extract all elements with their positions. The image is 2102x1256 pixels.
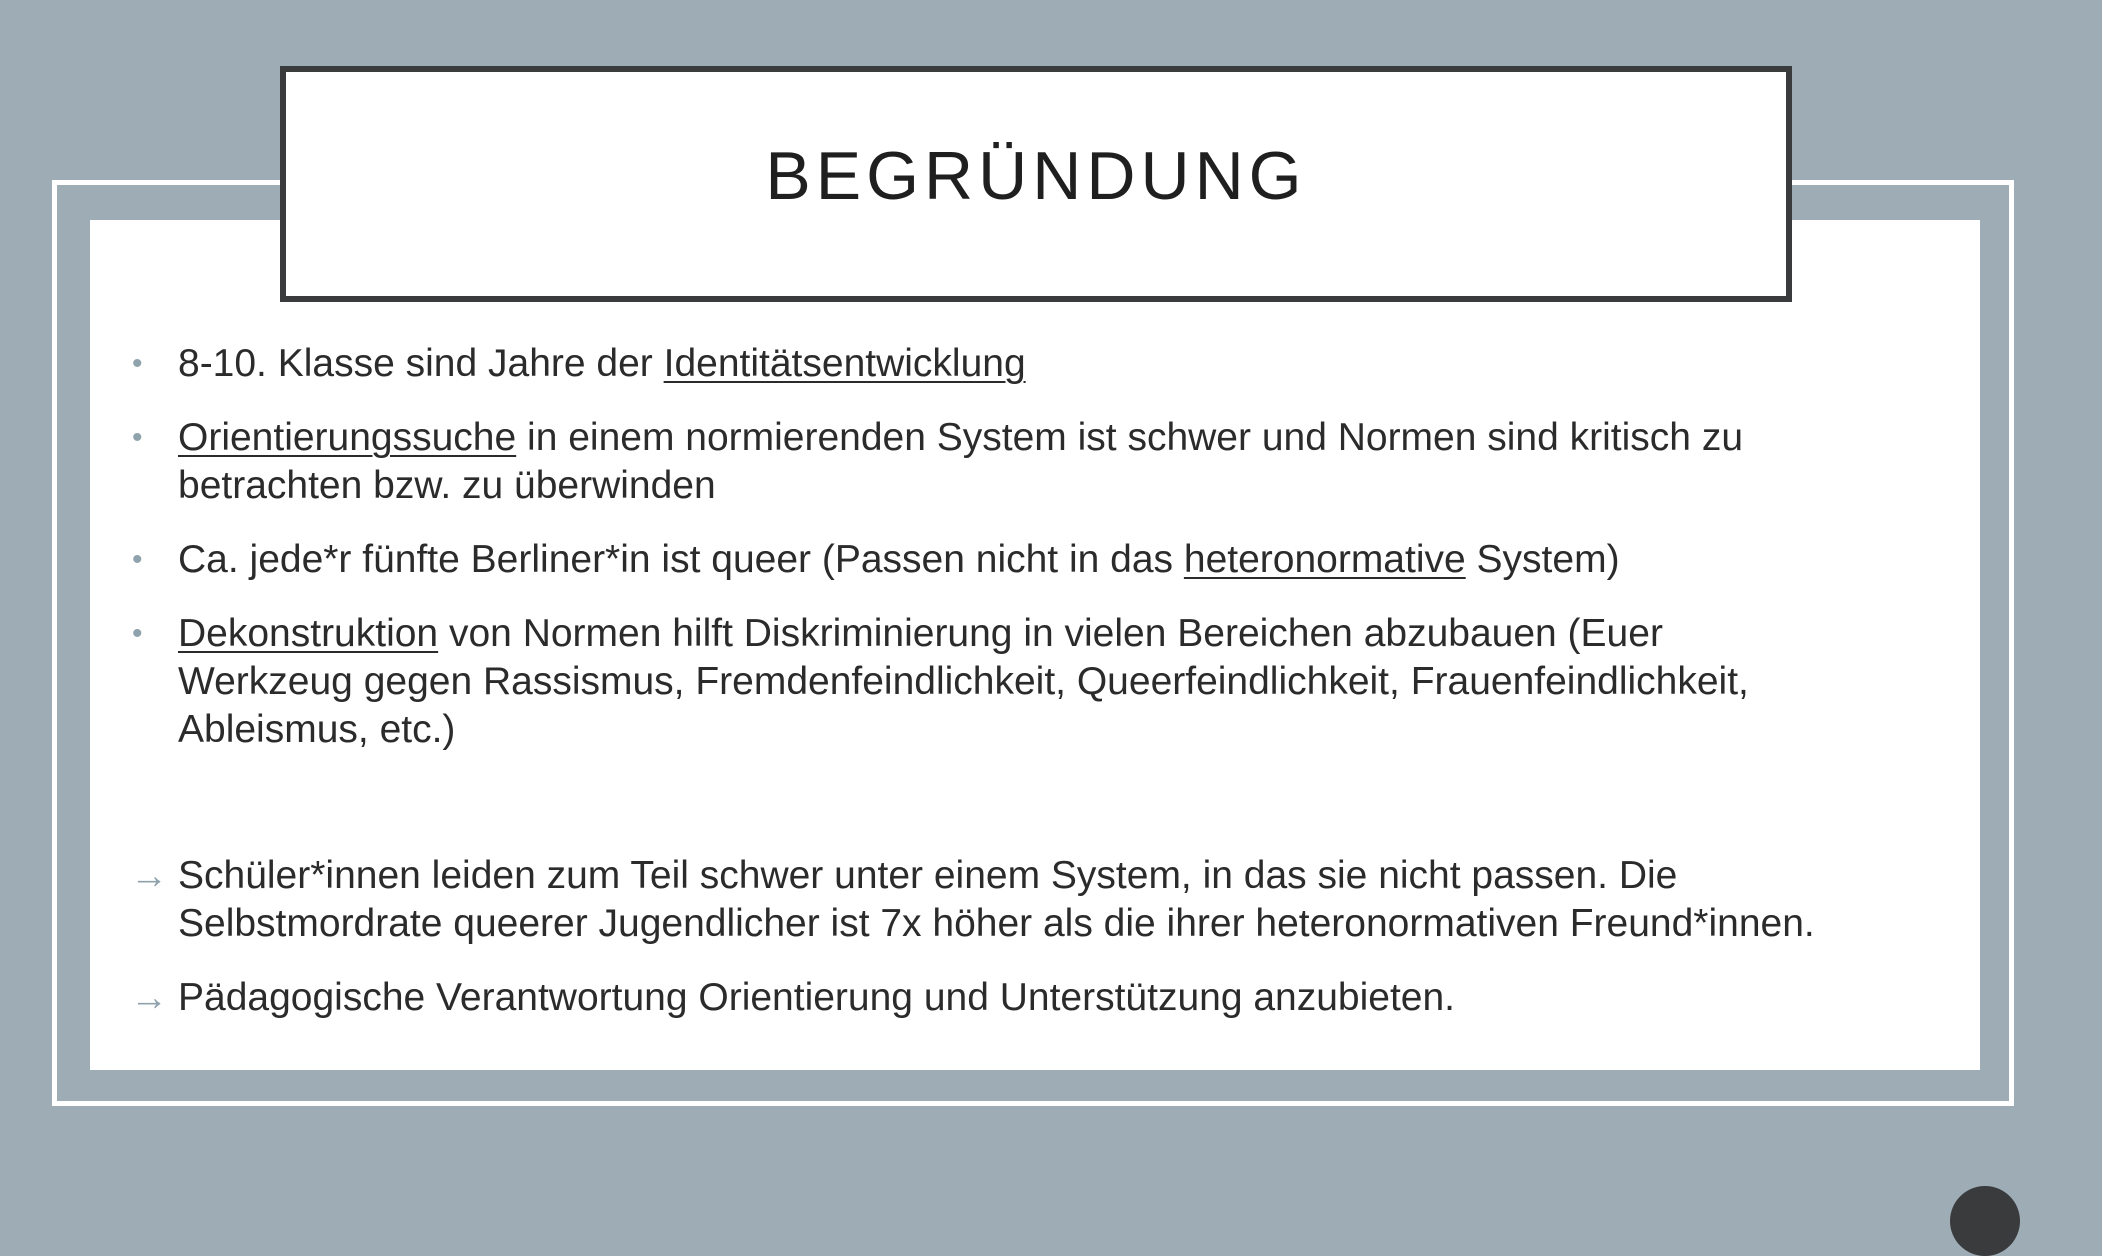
bullet-item-4 bbox=[130, 610, 1970, 754]
bullet-item-2 bbox=[130, 414, 1970, 510]
bullet-icon: • bbox=[132, 617, 143, 650]
conclusion-item-2 bbox=[130, 974, 1970, 1022]
bullet-4-text: von Normen hilft Diskriminierung in vielen Bereichen abzubauen (Euer bbox=[438, 612, 1663, 655]
title-box bbox=[280, 66, 1792, 302]
conclusion-1-line-2: Selbstmordrate queerer Jugendlicher ist 7x höher als die ihrer heteronormativen Freund*innen. bbox=[178, 902, 1815, 945]
slide-title: BEGRÜNDUNG bbox=[765, 138, 1307, 214]
bullet-4-text-cont: Werkzeug gegen Rassismus, Fremdenfeindlichkeit, Queerfeindlichkeit, Frauenfeindlichkeit, bbox=[178, 660, 1749, 703]
bullet-2-text-cont: betrachten bzw. zu überwinden bbox=[178, 464, 716, 507]
underlined-term: Dekonstruktion bbox=[178, 612, 439, 655]
underlined-term: Identitätsentwicklung bbox=[663, 342, 1026, 385]
slide-body bbox=[130, 340, 1970, 1022]
bullet-4-text-end: Ableismus, etc.) bbox=[178, 708, 456, 751]
bullet-item-1 bbox=[130, 340, 1970, 388]
slide-number-badge bbox=[1950, 1186, 2020, 1256]
bullet-item-3 bbox=[130, 536, 1970, 584]
bullet-3-text: Ca. jede*r fünfte Berliner*in ist queer (Passen nicht in das bbox=[178, 538, 1184, 581]
bullet-2-text: in einem normierenden System ist schwer und Normen sind kritisch zu bbox=[516, 416, 1744, 459]
conclusion-1-line-1: Schüler*innen leiden zum Teil schwer unter einem System, in das sie nicht passen. Die bbox=[178, 854, 1678, 897]
bullet-3-text-end: System) bbox=[1465, 538, 1620, 581]
bullet-icon: • bbox=[132, 347, 143, 380]
conclusion-item-1 bbox=[130, 852, 1970, 948]
bullet-1-text: 8-10. Klasse sind Jahre der bbox=[178, 342, 664, 385]
arrow-right-icon: → bbox=[130, 855, 168, 897]
arrow-right-icon: → bbox=[130, 977, 168, 1019]
bullet-icon: • bbox=[132, 421, 143, 454]
underlined-term: Orientierungssuche bbox=[178, 416, 517, 459]
conclusion-2-line-1: Pädagogische Verantwortung Orientierung und Unterstützung anzubieten. bbox=[178, 976, 1456, 1019]
underlined-term: heteronormative bbox=[1183, 538, 1466, 581]
bullet-icon: • bbox=[132, 543, 143, 576]
